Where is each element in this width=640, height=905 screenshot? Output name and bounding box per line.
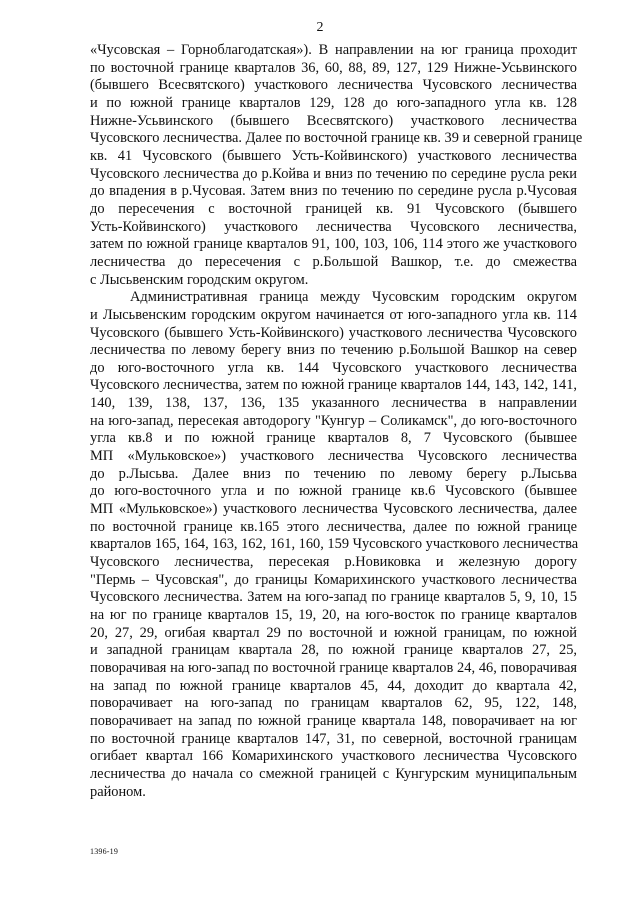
text-line: "Пермь – Чусовская", до границы Комарихинского участкового лесничества bbox=[90, 571, 577, 588]
text-line: лесничества по левому берегу вниз по течению р.Большой Вашкор на север bbox=[90, 342, 577, 359]
text-line: МП «Мульковское») участкового лесничества Чусовского лесничества bbox=[90, 448, 577, 465]
text-line: затем по южной границе кварталов 91, 100, 103, 106, 114 этого же участкового bbox=[90, 236, 577, 253]
text-line: с Лысьвенским городским округом. bbox=[90, 271, 309, 288]
text-line: Чусовского лесничества, затем по южной границе кварталов 144, 143, 142, 141, bbox=[90, 377, 577, 394]
text-line: кварталов 165, 164, 163, 162, 161, 160, 159 Чусовского участкового лесничества bbox=[90, 536, 579, 553]
body-text bbox=[90, 42, 583, 801]
text-line: и по южной границе кварталов 129, 128 до юго-западного угла кв. 128 bbox=[90, 94, 577, 111]
text-line: Чусовского лесничества. Далее по восточной границе кв. 39 и северной границе bbox=[90, 130, 583, 147]
text-line: 20, 27, 29, огибая квартал 29 по восточной и южной границам, по южной bbox=[90, 624, 577, 641]
text-line: Чусовского лесничества до р.Койва и вниз по течению по середине русла реки bbox=[90, 165, 577, 182]
text-line: районом. bbox=[90, 783, 146, 800]
text-line: МП «Мульковское») участкового лесничества Чусовского лесничества, далее bbox=[90, 501, 577, 518]
text-line: до юго-восточного угла и по южной границе кв.6 Чусовского (бывшее bbox=[90, 483, 577, 500]
text-line: Административная граница между Чусовским городским округом bbox=[130, 289, 577, 306]
text-line: Чусовского (бывшего Усть-Койвинского) участкового лесничества Чусовского bbox=[90, 324, 577, 341]
text-line: (бывшего Всесвятского) участкового лесничества Чусовского лесничества bbox=[90, 77, 577, 94]
text-line: лесничества до пересечения с р.Большой Вашкор, т.е. до смежества bbox=[90, 253, 577, 270]
text-line: огибает квартал 166 Комарихинского участкового лесничества Чусовского bbox=[90, 748, 577, 765]
paragraph bbox=[90, 42, 583, 289]
text-line: до р.Лысьва. Далее вниз по течению по левому берегу р.Лысьва bbox=[90, 465, 577, 482]
document-code: 1396-19 bbox=[90, 847, 119, 856]
text-line: Нижне-Усьвинского (бывшего Всесвятского) участкового лесничества bbox=[90, 112, 577, 129]
text-line: поворачивая на юго-запад по восточной границе кварталов 24, 46, поворачивая bbox=[90, 659, 577, 676]
text-line: Чусовского лесничества. Затем на юго-запад по границе кварталов 5, 9, 10, 15 bbox=[90, 589, 577, 606]
paragraph bbox=[90, 289, 577, 801]
text-line: по восточной границе кварталов 147, 31, по северной, восточной границам bbox=[90, 730, 577, 747]
text-line: поворачивает на запад по южной границе квартала 148, поворачивает на юг bbox=[90, 712, 577, 729]
text-line: и западной границам квартала 28, по южной границе кварталов 27, 25, bbox=[90, 642, 577, 659]
text-line: 140, 139, 138, 137, 136, 135 указанного лесничества в направлении bbox=[90, 395, 577, 412]
text-line: по восточной границе кварталов 36, 60, 88, 89, 127, 129 Нижне-Усьвинского bbox=[90, 59, 577, 76]
text-line: по восточной границе кв.165 этого лесничества, далее по южной границе bbox=[90, 518, 577, 535]
text-line: до пересечения с восточной границей кв. 91 Чусовского (бывшего bbox=[90, 200, 577, 217]
text-line: до юго-восточного угла кв. 144 Чусовского участкового лесничества bbox=[90, 359, 577, 376]
text-line: лесничества до начала со смежной границей с Кунгурским муниципальным bbox=[90, 765, 577, 782]
text-line: и Лысьвенским городским округом начинается от юго-западного угла кв. 114 bbox=[90, 306, 577, 323]
text-line: «Чусовская – Горноблагодатская»). В направлении на юг граница проходит bbox=[90, 42, 577, 58]
text-line: угла кв.8 и по южной границе кварталов 8, 7 Чусовского (бывшее bbox=[90, 430, 577, 447]
text-line: на юг по границе кварталов 15, 19, 20, на юго-восток по границе кварталов bbox=[90, 607, 577, 623]
page-number: 2 bbox=[316, 20, 324, 35]
text-line: кв. 41 Чусовского (бывшего Усть-Койвинского) участкового лесничества bbox=[90, 147, 577, 164]
text-line: на запад по южной границе кварталов 45, 44, доходит до квартала 42, bbox=[90, 677, 577, 694]
text-line: поворачивает на юго-запад по границам кварталов 62, 95, 122, 148, bbox=[90, 695, 577, 712]
text-line: до впадения в р.Чусовая. Затем вниз по течению по середине русла р.Чусовая bbox=[90, 183, 577, 200]
text-line: Усть-Койвинского) участкового лесничества Чусовского лесничества, bbox=[90, 218, 577, 235]
text-line: на юго-запад, пересекая автодорогу "Кунгур – Соликамск", до юго-восточного bbox=[90, 412, 577, 429]
text-line: Чусовского лесничества, пересекая р.Новиковка и железную дорогу bbox=[90, 554, 577, 571]
